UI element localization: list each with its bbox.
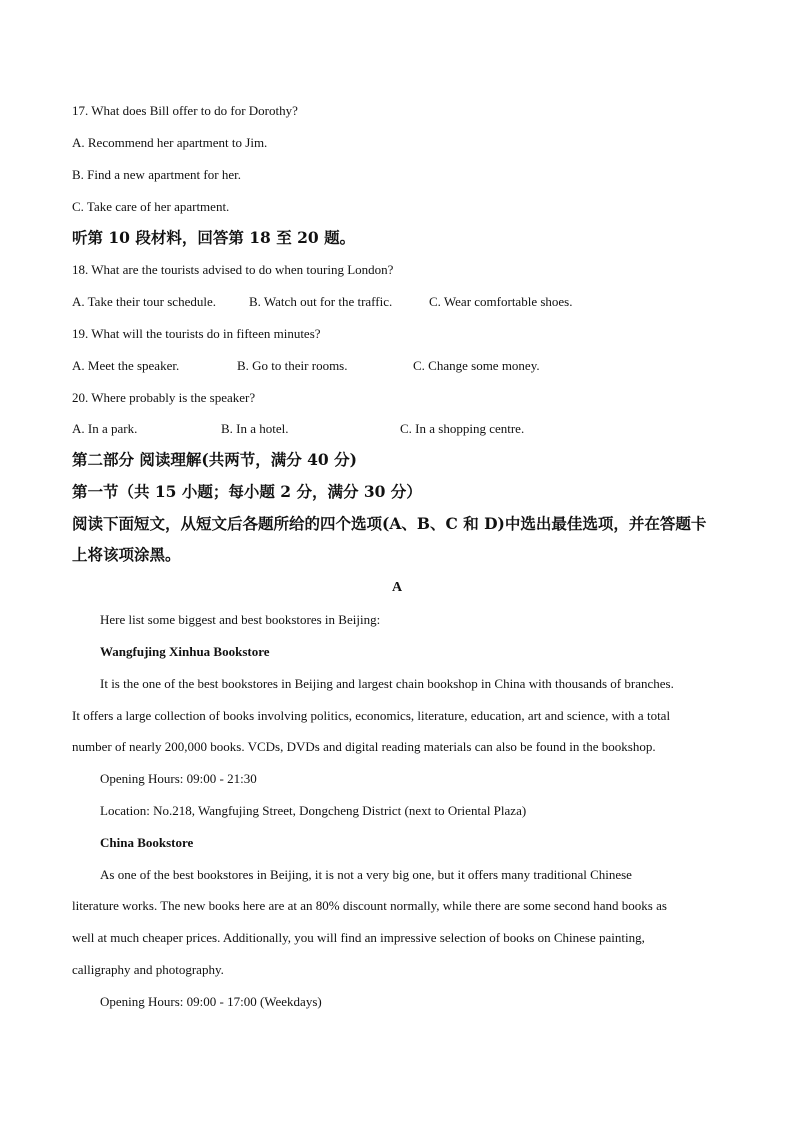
section-1-heading: 第一节（共 15 小题；每小题 2 分，满分 30 分） xyxy=(72,482,422,501)
passage-intro: Here list some biggest and best bookstores in Beijing: xyxy=(100,612,381,627)
store-2-desc-line-2: literature works. The new books here are at an 80% discount normally, while there are some second hand books as xyxy=(72,898,667,913)
q20-option-c: C. In a shopping centre. xyxy=(400,421,525,436)
q20-option-a: A. In a park. xyxy=(72,421,138,436)
store-2-desc-line-3: well at much cheaper prices. Additionally, you will find an impressive selection of books on Chinese painting, xyxy=(72,930,645,945)
store-1-name: Wangfujing Xinhua Bookstore xyxy=(100,644,270,659)
store-1-location: Location: No.218, Wangfujing Street, Dongcheng District (next to Oriental Plaza) xyxy=(100,803,527,818)
q18-option-b: B. Watch out for the traffic. xyxy=(249,294,393,309)
store-1-desc-line-2: It offers a large collection of books involving politics, economics, literature, education, art and science, with a total xyxy=(72,708,671,723)
q19-option-b: B. Go to their rooms. xyxy=(237,358,348,373)
store-1-hours: Opening Hours: 09:00 - 21:30 xyxy=(100,771,257,786)
question-17: 17. What does Bill offer to do for Dorothy? xyxy=(72,103,298,118)
store-1-desc-line-1: It is the one of the best bookstores in Beijing and largest chain bookshop in China with thousands of branches. xyxy=(100,676,674,691)
store-2-desc-line-4: calligraphy and photography. xyxy=(72,962,224,977)
q17-option-b: B. Find a new apartment for her. xyxy=(72,167,241,182)
question-18: 18. What are the tourists advised to do when touring London? xyxy=(72,262,394,277)
store-2-desc-line-1: As one of the best bookstores in Beijing, it is not a very big one, but it offers many traditional Chinese xyxy=(100,867,632,882)
instructions-line-1: 阅读下面短文，从短文后各题所给的四个选项(A、B、C 和 D)中选出最佳选项，并在答题卡 xyxy=(72,514,707,533)
q20-option-b: B. In a hotel. xyxy=(221,421,289,436)
q18-option-c: C. Wear comfortable shoes. xyxy=(429,294,573,309)
store-2-name: China Bookstore xyxy=(100,835,194,850)
q17-option-c: C. Take care of her apartment. xyxy=(72,199,230,214)
q18-option-a: A. Take their tour schedule. xyxy=(72,294,216,309)
instructions-line-2: 上将该项涂黑。 xyxy=(72,545,181,564)
store-2-hours: Opening Hours: 09:00 - 17:00 (Weekdays) xyxy=(100,994,322,1009)
store-1-desc-line-3: number of nearly 200,000 books. VCDs, DVDs and digital reading materials can also be found in the bookshop. xyxy=(72,739,656,754)
passage-label: A xyxy=(391,580,403,595)
q19-option-c: C. Change some money. xyxy=(413,358,540,373)
part-2-heading: 第二部分 阅读理解(共两节，满分 40 分) xyxy=(72,450,357,469)
section-10-heading: 听第 10 段材料，回答第 18 至 20 题。 xyxy=(72,228,356,247)
question-20: 20. Where probably is the speaker? xyxy=(72,390,256,405)
q19-option-a: A. Meet the speaker. xyxy=(72,358,180,373)
q17-option-a: A. Recommend her apartment to Jim. xyxy=(72,135,268,150)
question-19: 19. What will the tourists do in fifteen minutes? xyxy=(72,326,321,341)
